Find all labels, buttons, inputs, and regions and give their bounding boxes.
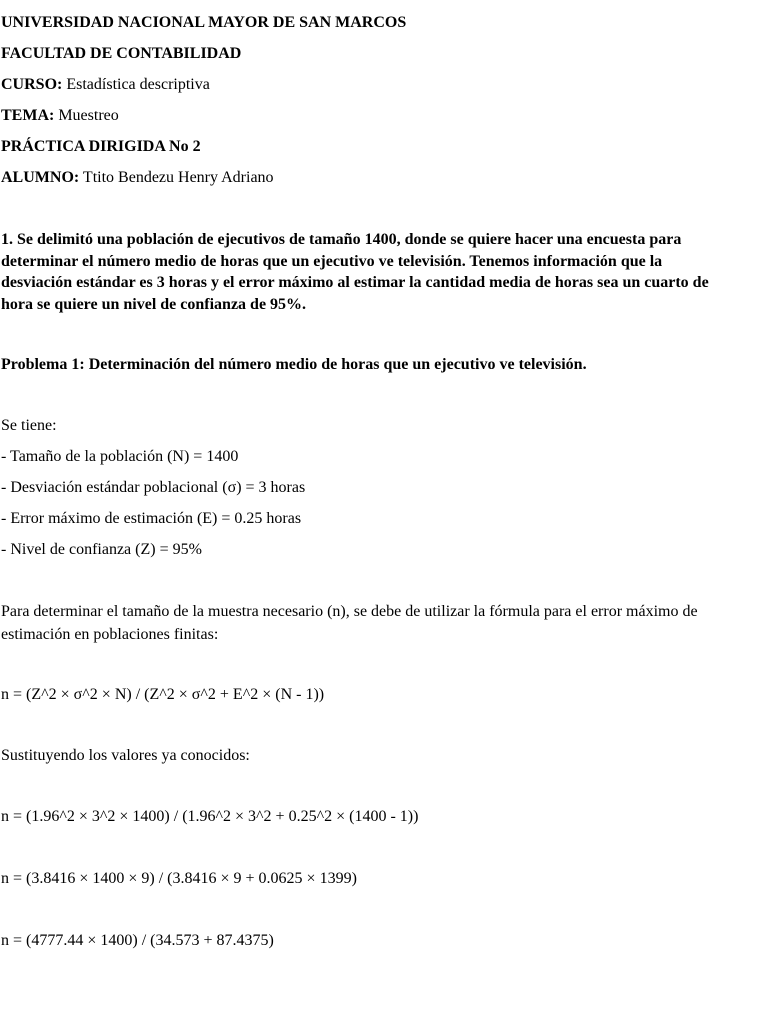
faculty-name: FACULTAD DE CONTABILIDAD	[1, 45, 242, 62]
given-population-size: - Tamaño de la población (N) = 1400	[1, 448, 239, 465]
question-text: 1. Se delimitó una población de ejecutivos de tamaño 1400, donde se quiere hacer una encuesta para determinar el número medio de horas que un ejecutivo ve televisión. Tenemos información que la desviación estándar es 3 horas y el error máximo al estimar la cantidad media de horas sea un cuarto de hora se quiere un nivel de confianza de 95%.	[1, 231, 709, 313]
course-label: CURSO:	[1, 76, 63, 93]
calculation-step-3: n = (4777.44 × 1400) / (34.573 + 87.4375)	[1, 932, 274, 949]
givens-intro: Se tiene:	[1, 417, 57, 434]
problem-title: Problema 1: Determinación del número medio de horas que un ejecutivo ve televisión.	[1, 356, 587, 373]
explanation-text: Para determinar el tamaño de la muestra necesario (n), se debe de utilizar la fórmula para el error máximo de estimación en poblaciones finitas:	[1, 603, 698, 643]
practice-title: PRÁCTICA DIRIGIDA No 2	[1, 138, 201, 155]
sample-size-formula: n = (Z^2 × σ^2 × N) / (Z^2 × σ^2 + E^2 × (N - 1))	[1, 686, 325, 703]
course-value: Estadística descriptiva	[62, 76, 210, 93]
student-value: Ttito Bendezu Henry Adriano	[79, 169, 274, 186]
student-label: ALUMNO:	[1, 169, 80, 186]
given-confidence-level: - Nivel de confianza (Z) = 95%	[1, 541, 202, 558]
topic-line	[1, 106, 119, 126]
given-std-deviation: - Desviación estándar poblacional (σ) = 3 horas	[1, 479, 306, 496]
calculation-step-1: n = (1.96^2 × 3^2 × 1400) / (1.96^2 × 3^2 + 0.25^2 × (1400 - 1))	[1, 808, 419, 825]
calculation-step-2: n = (3.8416 × 1400 × 9) / (3.8416 × 9 + 0.0625 × 1399)	[1, 870, 357, 887]
given-max-error: - Error máximo de estimación (E) = 0.25 horas	[1, 510, 302, 527]
student-line	[1, 168, 274, 188]
topic-value: Muestreo	[54, 107, 119, 124]
topic-label: TEMA:	[1, 107, 55, 124]
course-line	[1, 75, 210, 95]
substitution-intro: Sustituyendo los valores ya conocidos:	[1, 747, 250, 764]
university-name: UNIVERSIDAD NACIONAL MAYOR DE SAN MARCOS	[1, 14, 407, 31]
